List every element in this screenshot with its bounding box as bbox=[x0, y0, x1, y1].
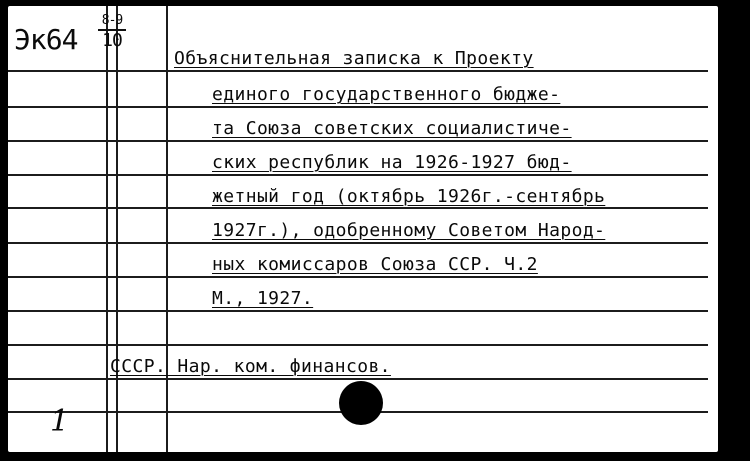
margin-line bbox=[116, 6, 118, 452]
ruled-line bbox=[8, 70, 708, 72]
margin-line bbox=[106, 6, 108, 452]
description-line-3: та Союза советских социалистиче- bbox=[212, 118, 572, 139]
ruled-line bbox=[8, 378, 708, 380]
description-line-2: единого государственного бюдже- bbox=[212, 84, 561, 105]
ruled-line bbox=[8, 106, 708, 108]
catalog-card bbox=[8, 6, 718, 452]
description-line-5: жетный год (октябрь 1926г.-сентябрь bbox=[212, 186, 606, 207]
description-line-4: ских республик на 1926-1927 бюд- bbox=[212, 152, 572, 173]
ruled-line bbox=[8, 140, 708, 142]
ruled-line bbox=[8, 174, 708, 176]
shelfmark-main: Эк64 bbox=[14, 23, 78, 56]
description-line-6: 1927г.), одобренному Советом Народ- bbox=[212, 220, 606, 241]
description-line-1: Объяснительная записка к Проекту bbox=[174, 48, 534, 69]
ruled-line bbox=[8, 207, 708, 209]
ruled-line bbox=[8, 310, 708, 312]
shelfmark-fraction-bottom: 10 bbox=[102, 30, 122, 51]
ruled-line bbox=[8, 276, 708, 278]
margin-line bbox=[166, 6, 168, 452]
description-line-8: М., 1927. bbox=[212, 288, 314, 309]
shelfmark-fraction bbox=[98, 13, 126, 51]
description-line-7: ных комиссаров Союза ССР. Ч.2 bbox=[212, 254, 538, 275]
shelfmark bbox=[14, 13, 123, 56]
punch-hole bbox=[339, 381, 383, 425]
ruled-line bbox=[8, 242, 708, 244]
shelfmark-fraction-top: 8-9 bbox=[98, 13, 126, 31]
author-line: СССР. Нар. ком. финансов. bbox=[110, 356, 391, 377]
card-number: 1 bbox=[50, 404, 70, 439]
ruled-line bbox=[8, 344, 708, 346]
